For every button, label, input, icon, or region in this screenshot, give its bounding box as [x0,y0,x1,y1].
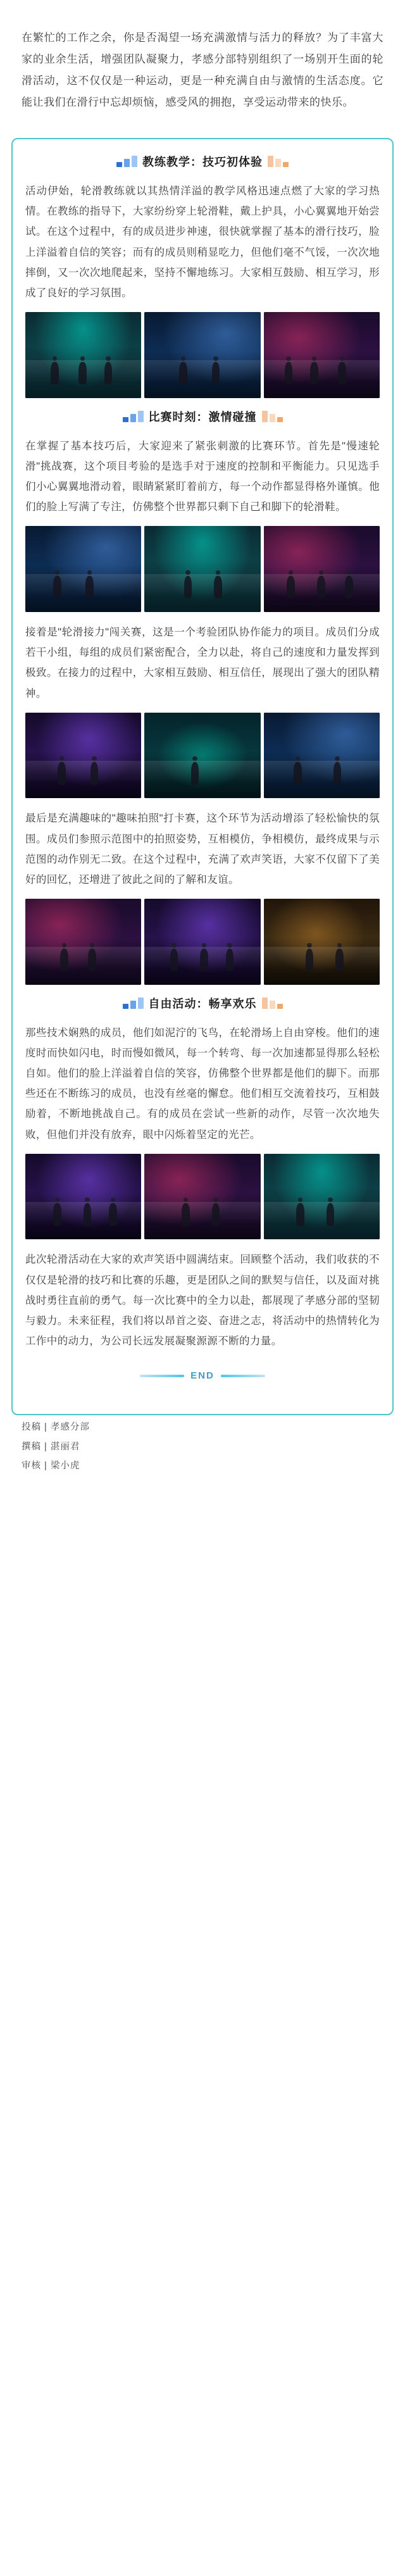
article-card [11,138,394,1415]
photo-fun-2 [144,899,260,985]
section-paragraph: 接着是"轮滑接力"闯关赛，这是一个考验团队协作能力的项目。成员们分成若干小组，每组的成员们紧密配合，全力以赴，将自己的速度和力量发挥到极致。在接力的过程中，大家相互鼓励、相互信任，展现出了强大的团队精神。 [25,627,380,699]
decor-bars-right-icon [262,411,283,422]
photo-relay-2 [144,713,260,799]
section-title: 比赛时刻：激情碰撞 [148,410,257,423]
credit-reviewer: 审核 | 梁小虎 [22,1461,80,1472]
credits-block [0,1415,405,1497]
section-paragraph: 活动伊始，轮滑教练就以其热情洋溢的教学风格迅速点燃了大家的学习热情。在教练的指导下，大家纷纷穿上轮滑鞋，戴上护具，小心翼翼地开始尝试。在这个过程中，有的成员进步神速，很快就掌握了基本的滑行技巧，脸上洋溢着自信的笑容；而有的成员则稍显吃力，但他们毫不气馁，一次次地摔倒，又一次次地爬起来，坚持不懈地练习。大家相互鼓励、相互学习，形成了良好的学习氛围。 [25,185,380,299]
photo-race-2 [144,526,260,612]
photo-free-1 [25,1154,141,1240]
photo-grid-relay [25,713,380,799]
photo-fun-3 [264,899,380,985]
photo-grid-race [25,526,380,612]
article-closing: 此次轮滑活动在大家的欢声笑语中圆满结束。回顾整个活动，我们收获的不仅仅是轮滑的技巧和比赛的乐趣，更是团队之间的默契与信任，以及面对挑战时勇往直前的勇气。每一次比赛中的全力以赴，都展现了孝感分部的坚韧与毅力。未来征程，我们将以昂首之姿、奋进之志，将活动中的热情转化为工作中的动力，为公司长远发展凝聚源源不断的力量。 [25,1254,380,1347]
credit-writer: 撰稿 | 湛丽君 [22,1441,80,1452]
photo-free-3 [264,1154,380,1240]
photo-grid-teaching [25,312,380,398]
photo-rink-teaching-2 [144,312,260,398]
photo-race-3 [264,526,380,612]
photo-relay-1 [25,713,141,799]
article-page [0,11,405,1497]
photo-grid-fun [25,899,380,985]
section-title: 自由活动：畅享欢乐 [148,997,257,1010]
photo-fun-1 [25,899,141,985]
section-paragraph: 在掌握了基本技巧后，大家迎来了紧张刺激的比赛环节。首先是"慢速轮滑"挑战赛，这个项目考验的是选手对于速度的控制和平衡能力。只见选手们小心翼翼地滑动着，眼睛紧紧盯着前方，每一个动作都显得格外谨慎。他们的脸上写满了专注，仿佛整个世界都只剩下自己和脚下的轮滑鞋。 [25,440,380,513]
photo-rink-teaching-3 [264,312,380,398]
photo-free-2 [144,1154,260,1240]
end-line-left-icon [140,1375,184,1377]
photo-race-1 [25,526,141,612]
section-paragraph: 那些技术娴熟的成员，他们如泥泞的飞鸟，在轮滑场上自由穿梭。他们的速度时而快如闪电，时而慢如微风，每一个转弯、每一次加速都显得那么轻松自如。他们的脸上洋溢着自信的笑容，仿佛整个世界都是他们的脚下。而那些还在不断练习的成员，也没有丝毫的懈怠。他们相互交流着技巧，互相鼓励着，不断地挑战自己。有的成员在尝试一些新的动作，尽管一次次地失败，但他们并没有放弃，眼中闪烁着坚定的光芒。 [25,1027,380,1141]
section-heading-free [25,995,380,1011]
decor-bars-right-icon [268,156,289,167]
photo-relay-3 [264,713,380,799]
article-intro: 在繁忙的工作之余，你是否渴望一场充满激情与活力的释放？为了丰富大家的业余生活，增强团队凝聚力，孝感分部特别组织了一场别开生面的轮滑活动，这不仅仅是一种运动，更是一种充满自由与激情的生活态度。它能让我们在滑行中忘却烦恼，感受风的拥抱，享受运动带来的快乐。 [22,32,383,108]
photo-grid-free [25,1154,380,1240]
credit-submitter: 投稿 | 孝感分部 [22,1422,90,1433]
end-label: END [190,1370,215,1382]
decor-bars-right-icon [262,997,283,1009]
end-line-right-icon [221,1375,265,1377]
decor-bars-left-icon [123,997,144,1009]
photo-rink-teaching-1 [25,312,141,398]
end-divider [25,1370,380,1381]
section-title: 教练教学：技巧初体验 [142,156,263,168]
section-heading-race [25,408,380,425]
decor-bars-left-icon [123,411,144,422]
section-paragraph: 最后是充满趣味的"趣味拍照"打卡赛，这个环节为活动增添了轻松愉快的氛围。成员们参照示范图中的拍照姿势，互相模仿，争相模仿，最终成果与示范图的动作别无二致。在这个过程中，充满了欢声笑语，大家不仅留下了美好的回忆，还增进了彼此之间的了解和友谊。 [25,813,380,885]
decor-bars-left-icon [116,156,137,167]
section-heading-teaching [25,153,380,170]
